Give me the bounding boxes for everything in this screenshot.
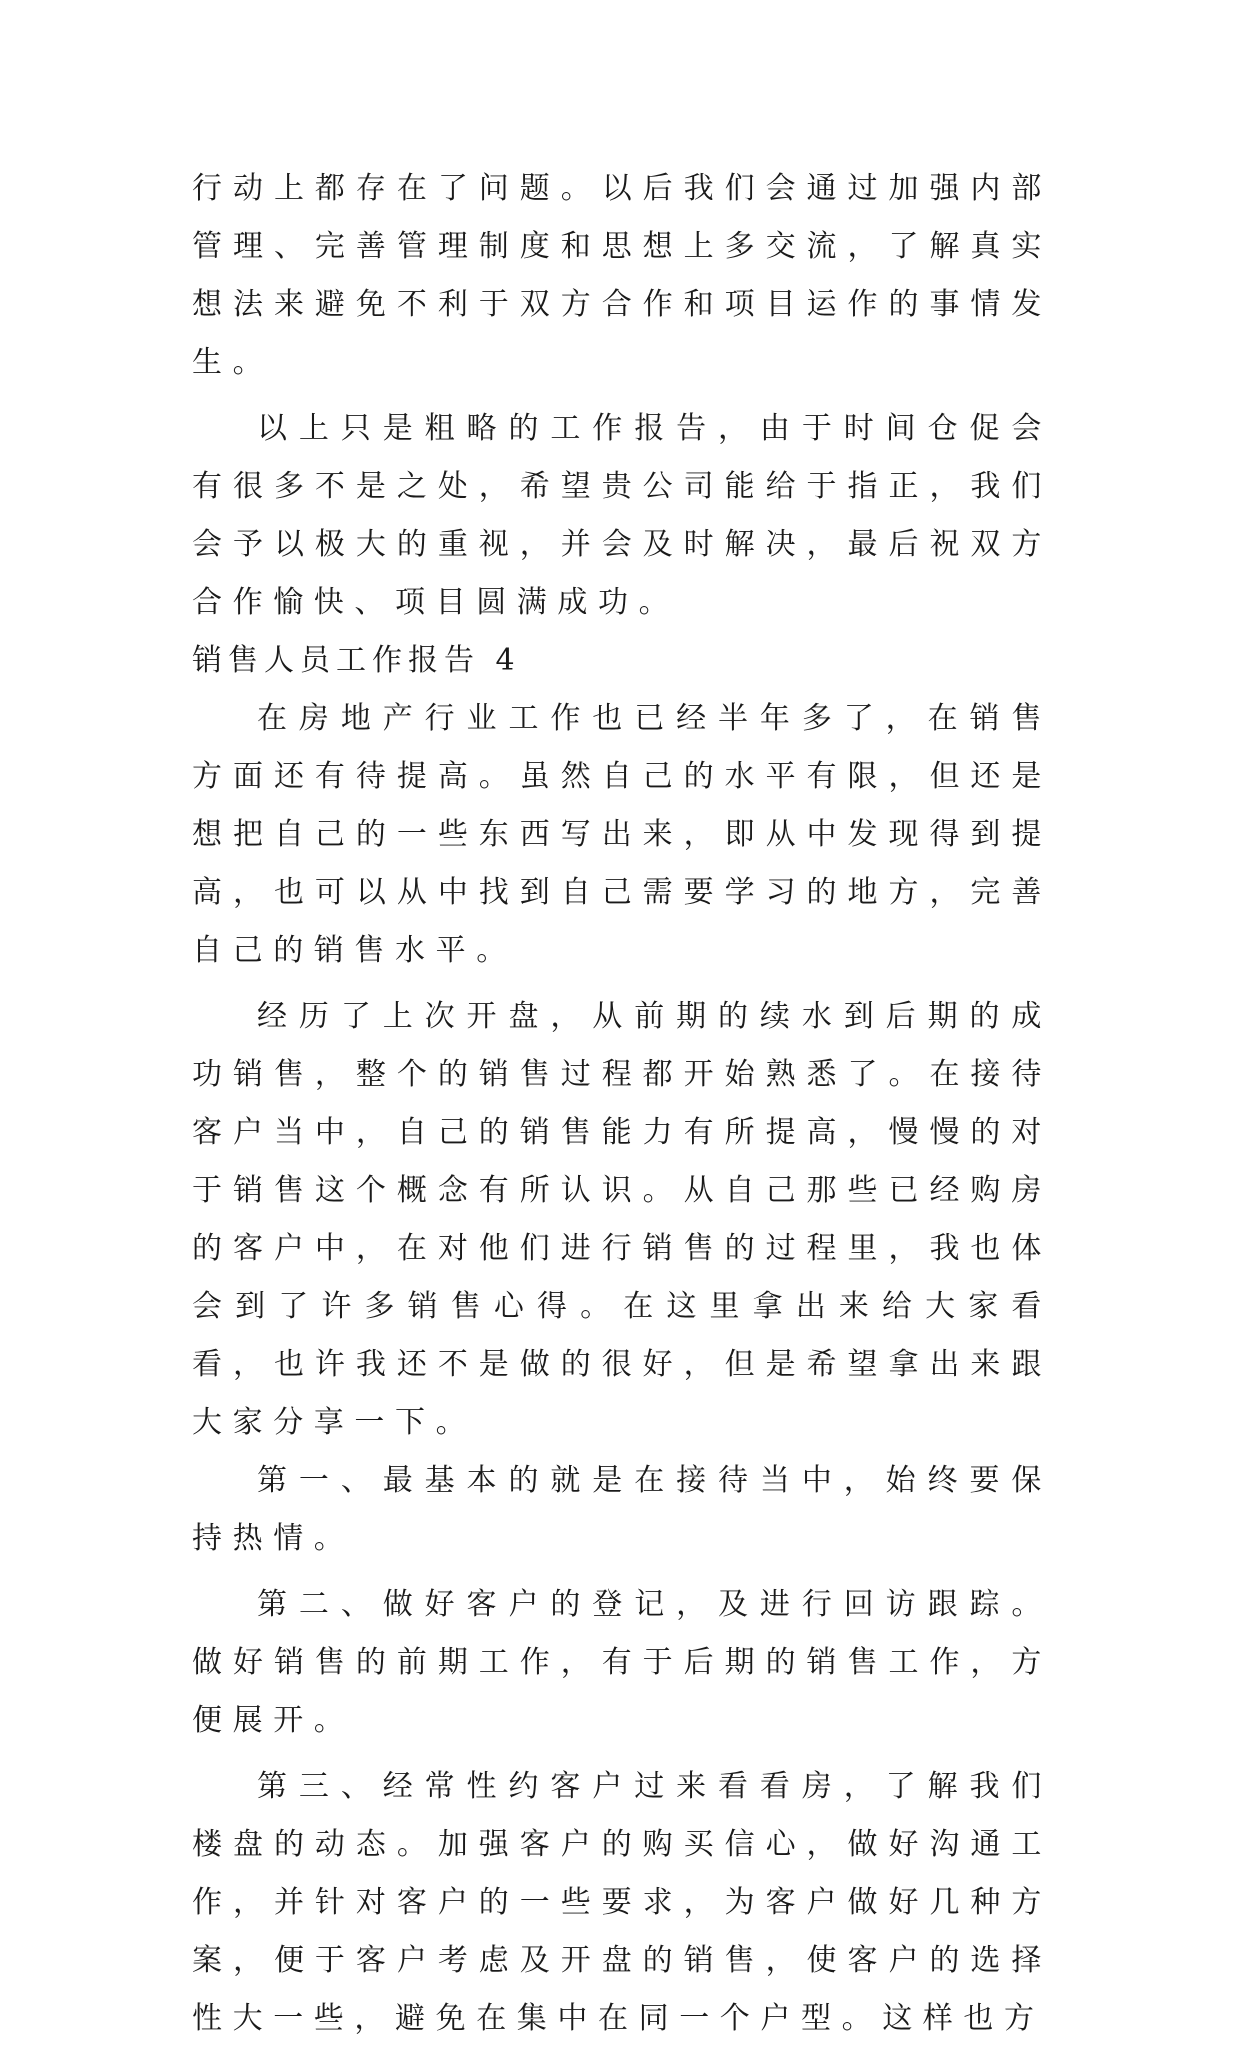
paragraph-point-2: 第二、做好客户的登记，及进行回访跟踪。做好销售的前期工作，有于后期的销售工作，方便展开。 [192,1587,1052,1738]
paragraph-intro: 在房地产行业工作也已经半年多了，在销售方面还有待提高。虽然自己的水平有限，但还是想把自己的一些东西写出来，即从中发现得到提高，也可以从中找到自己需要学习的地方，完善自己的销售水平。 [192,701,1052,968]
paragraph-point-1: 第一、最基本的就是在接待当中，始终要保持热情。 [192,1463,1052,1556]
document-page [192,160,1052,2048]
paragraph-point-3: 第三、经常性约客户过来看看房，了解我们楼盘的动态。加强客户的购买信心，做好沟通工作，并针对客户的一些要求，为客户做好几种方案，便于客户考虑及开盘的销售，使客户的选择性大一些，避免在集中在同一个户型。这样也方 [192,1769,1052,2036]
paragraph-experience: 经历了上次开盘，从前期的续水到后期的成功销售，整个的销售过程都开始熟悉了。在接待客户当中，自己的销售能力有所提高，慢慢的对于销售这个概念有所认识。从自己那些已经购房的客户中，在对他们进行销售的过程里，我也体会到了许多销售心得。在这里拿出来给大家看看，也许我还不是做的很好，但是希望拿出来跟大家分享一下。 [192,999,1052,1440]
paragraph-closing: 以上只是粗略的工作报告，由于时间仓促会有很多不是之处，希望贵公司能给于指正，我们会予以极大的重视，并会及时解决，最后祝双方合作愉快、项目圆满成功。 [192,411,1052,620]
section-heading: 销售人员工作报告 4 [192,643,521,678]
paragraph-continuation: 行动上都存在了问题。以后我们会通过加强内部管理、完善管理制度和思想上多交流，了解真实想法来避免不利于双方合作和项目运作的事情发生。 [192,171,1052,380]
